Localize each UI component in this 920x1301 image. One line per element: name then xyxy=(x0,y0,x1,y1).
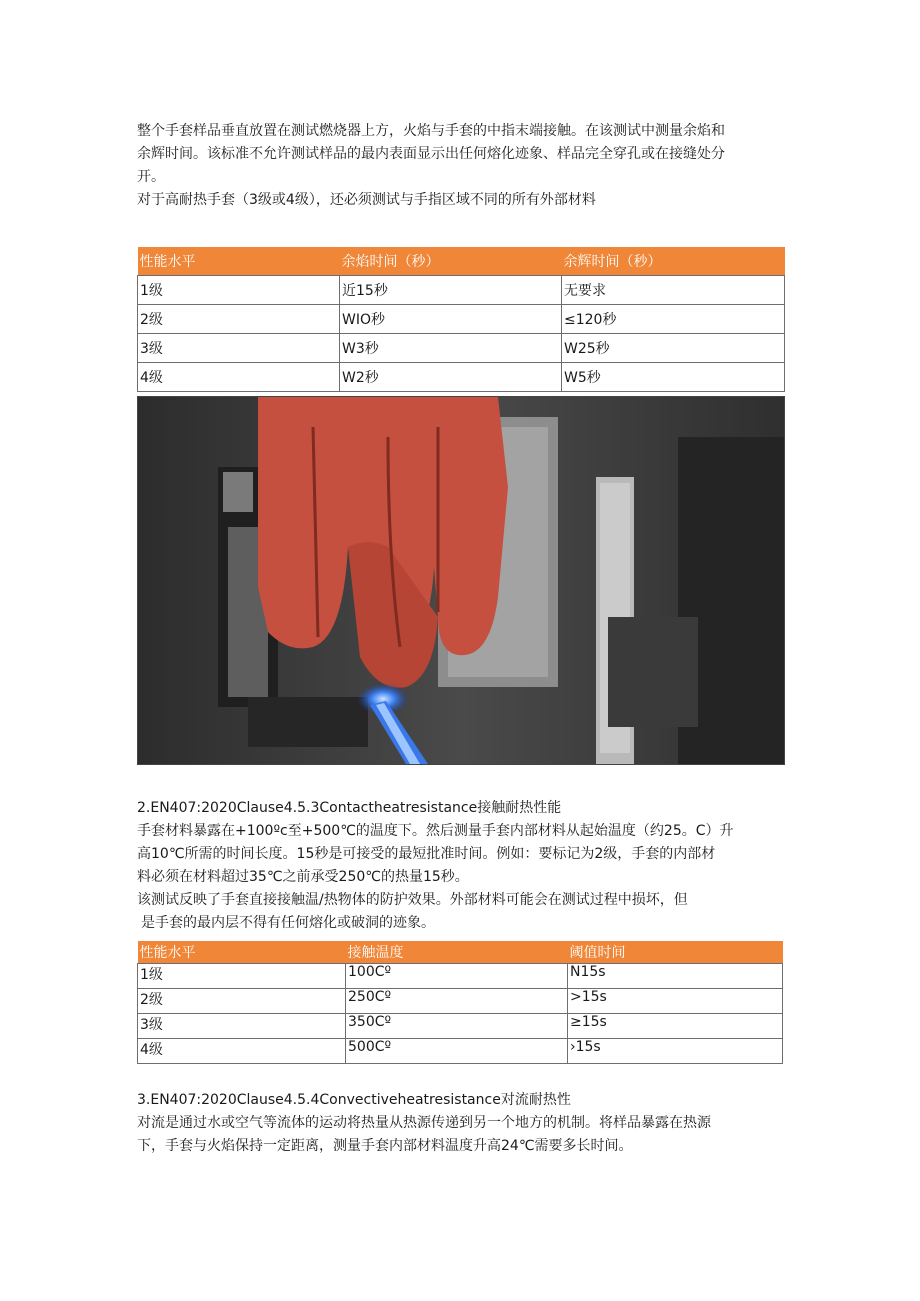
table-cell: 1级 xyxy=(138,964,346,989)
paragraph-line: 是手套的最内层不得有任何熔化或破洞的迹象。 xyxy=(141,915,435,931)
table-row xyxy=(138,276,785,305)
table-cell: 100Cº xyxy=(346,964,568,989)
paragraph-line: 手套材料暴露在+100ºc至+500℃的温度下。然后测量手套内部材料从起始温度（约25。C）升 xyxy=(137,823,734,839)
header-afterflame-time: 余焰时间（秒） xyxy=(340,247,562,276)
paragraph-line: 下，手套与火焰保持一定距离，测量手套内部材料温度升高24℃需要多长时间。 xyxy=(137,1138,633,1154)
table-cell: ›15s xyxy=(568,1039,783,1064)
table-cell: W5秒 xyxy=(562,363,785,392)
table-cell: W2秒 xyxy=(340,363,562,392)
paragraph-line: 高10℃所需的时间长度。15秒是可接受的最短批准时间。例如：要标记为2级，手套的内部材 xyxy=(137,846,716,862)
section-heading: 3.EN407:2020Clause4.5.4Convectiveheatresistance对流耐热性 xyxy=(137,1092,571,1108)
intro-paragraph xyxy=(137,120,787,212)
section-heading: 2.EN407:2020Clause4.5.3Contactheatresistance接触耐热性能 xyxy=(137,800,562,816)
header-threshold-time: 阈值时间 xyxy=(568,941,783,964)
table-row xyxy=(138,334,785,363)
table-row xyxy=(138,964,783,989)
convective-heat-section xyxy=(137,1089,787,1158)
table-cell: 2级 xyxy=(138,305,340,334)
table-cell: W3秒 xyxy=(340,334,562,363)
afterflame-table xyxy=(137,247,785,392)
table-row xyxy=(138,1014,783,1039)
table-cell: WIO秒 xyxy=(340,305,562,334)
table-cell: 4级 xyxy=(138,1039,346,1064)
table-cell: 4级 xyxy=(138,363,340,392)
table-cell: ≤120秒 xyxy=(562,305,785,334)
table-cell: 近15秒 xyxy=(340,276,562,305)
table-cell: 250Cº xyxy=(346,989,568,1014)
table-cell: 1级 xyxy=(138,276,340,305)
intro-line: 开。 xyxy=(137,169,165,185)
intro-line: 对于高耐热手套（3级或4级），还必须测试与手指区域不同的所有外部材料 xyxy=(137,192,596,208)
table-cell: 500Cº xyxy=(346,1039,568,1064)
intro-line: 余辉时间。该标准不允许测试样品的最内表面显示出任何熔化迹象、样品完全穿孔或在接缝处分 xyxy=(137,146,725,162)
table-row xyxy=(138,1039,783,1064)
paragraph-line: 料必须在材料超过35℃之前承受250℃的热量15秒。 xyxy=(137,869,469,885)
table-cell: 3级 xyxy=(138,1014,346,1039)
table-row xyxy=(138,363,785,392)
table-header-row xyxy=(138,247,785,276)
table-cell: 无要求 xyxy=(562,276,785,305)
table-cell: 3级 xyxy=(138,334,340,363)
table-cell: N15s xyxy=(568,964,783,989)
paragraph-line: 该测试反映了手套直接接触温/热物体的防护效果。外部材料可能会在测试过程中损坏，但 xyxy=(137,892,688,908)
table-cell: ≥15s xyxy=(568,1014,783,1039)
header-contact-temperature: 接触温度 xyxy=(346,941,568,964)
contact-heat-section xyxy=(137,797,787,935)
glove-flame-test-photo xyxy=(137,396,785,765)
intro-line: 整个手套样品垂直放置在测试燃烧器上方，火焰与手套的中指末端接触。在该测试中测量余焰和 xyxy=(137,123,725,139)
table-header-row xyxy=(138,941,783,964)
table-row xyxy=(138,989,783,1014)
header-afterglow-time: 余辉时间（秒） xyxy=(562,247,785,276)
table-cell: 350Cº xyxy=(346,1014,568,1039)
table-row xyxy=(138,305,785,334)
table-cell: >15s xyxy=(568,989,783,1014)
paragraph-line: 对流是通过水或空气等流体的运动将热量从热源传递到另一个地方的机制。将样品暴露在热源 xyxy=(137,1115,711,1131)
table-cell: W25秒 xyxy=(562,334,785,363)
table-cell: 2级 xyxy=(138,989,346,1014)
contact-heat-table xyxy=(137,941,783,1064)
header-performance-level: 性能水平 xyxy=(138,941,346,964)
header-performance-level: 性能水平 xyxy=(138,247,340,276)
